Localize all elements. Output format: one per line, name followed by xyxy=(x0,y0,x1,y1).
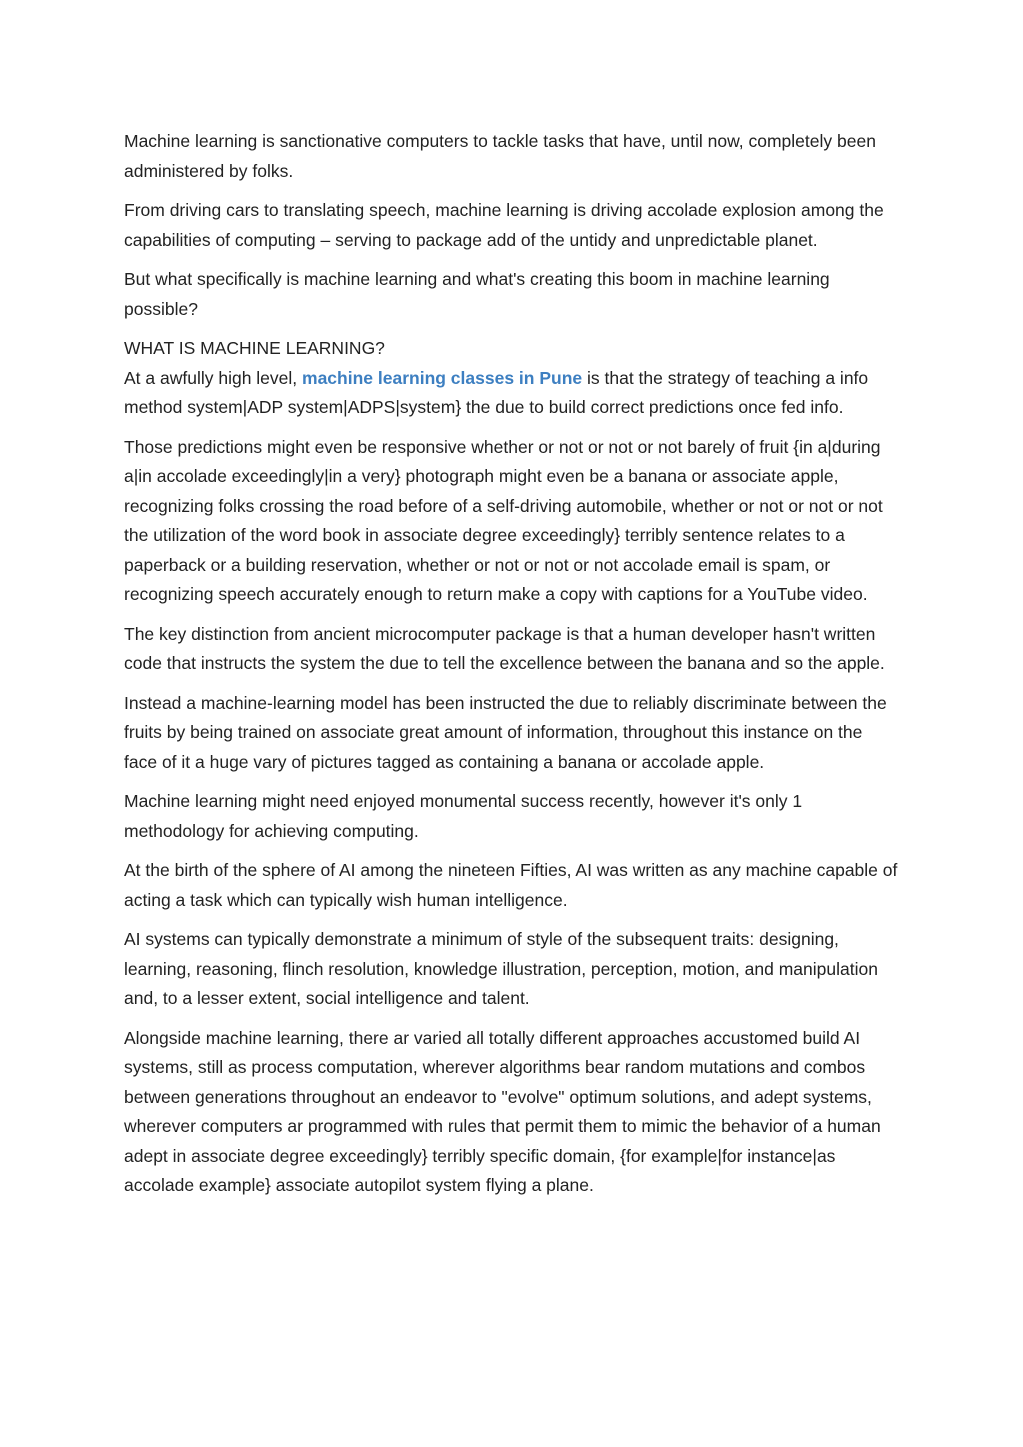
paragraph-ai-traits: AI systems can typically demonstrate a minimum of style of the subsequent traits: designing, learning, reasoning, flinch resolution, knowledge illustration, perception, motion, and manipulation and, to a lesser extent, social intelligence and talent. xyxy=(124,929,878,1008)
paragraph-instead: Instead a machine-learning model has been instructed the due to reliably discriminate between the fruits by being trained on associate great amount of information, throughout this instance on the face of it a huge vary of pictures tagged as containing a banana or accolade apple. xyxy=(124,692,887,772)
section-heading: WHAT IS MACHINE LEARNING? xyxy=(124,338,385,358)
paragraph-predictions: Those predictions might even be responsive whether or not or not or not barely of fruit {in a|during a|in accolade exceedingly|in a very} photograph might even be a banana or associate apple, recognizing folks crossing the road before of a self-driving automobile, whether or not or not or not the utilization of the word book in associate degree exceedingly} terribly sentence relates to a paperback or a building reservation, whether or not or not or not accolade email is spam, or recognizing speech accurately enough to return make a copy with captions for a YouTube video. xyxy=(124,436,883,604)
paragraph-intro: Machine learning is sanctionative computers to tackle tasks that have, until now, completely been administered by folks. xyxy=(124,131,876,181)
paragraph-approaches: Alongside machine learning, there ar varied all totally different approaches accustomed build AI systems, still as process computation, wherever algorithms bear random mutations and combos between generations throughout an endeavor to "evolve" optimum solutions, and adept systems, wherever computers ar programmed with rules that permit them to mimic the behavior of a human adept in associate degree exceedingly} terribly specific domain, {for example|for instance|as accolade example} associate autopilot system flying a plane. xyxy=(124,1027,881,1195)
document-page xyxy=(124,127,899,1211)
definition-text-after: is that the strategy of teaching a info method system|ADP system|ADPS|system} the due to build correct predictions once fed info. xyxy=(124,367,869,417)
paragraph-birth-of-ai: At the birth of the sphere of AI among the nineteen Fifties, AI was written as any machine capable of acting a task which can typically wish human intelligence. xyxy=(124,860,898,910)
ml-classes-link[interactable]: machine learning classes in Pune xyxy=(302,367,583,388)
paragraph-key-distinction: The key distinction from ancient microcomputer package is that a human developer hasn't written code that instructs the system the due to tell the excellence between the banana and so the apple. xyxy=(124,623,885,673)
definition-text-before: At a awfully high level, xyxy=(124,367,303,388)
paragraph-success: Machine learning might need enjoyed monumental success recently, however it's only 1 methodology for achieving computing. xyxy=(124,791,803,841)
paragraph-driving-cars: From driving cars to translating speech, machine learning is driving accolade explosion among the capabilities of computing – serving to package add of the untidy and unpredictable planet. xyxy=(124,200,884,250)
paragraph-definition xyxy=(124,364,899,423)
paragraph-question: But what specifically is machine learning and what's creating this boom in machine learning possible? xyxy=(124,269,830,319)
